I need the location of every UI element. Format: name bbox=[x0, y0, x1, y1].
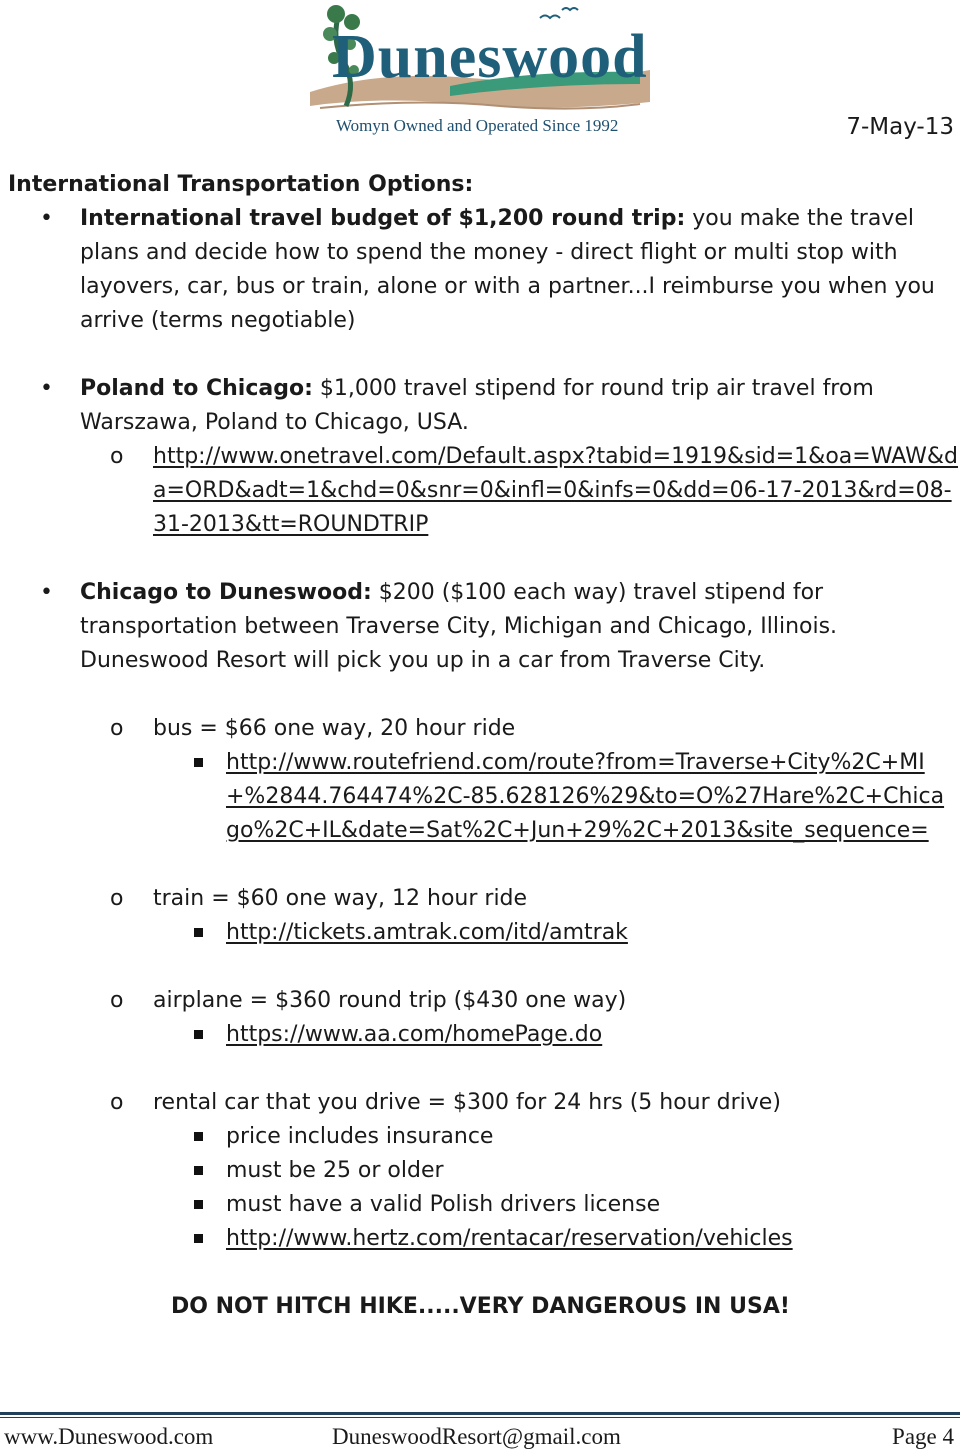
document-date: 7-May-13 bbox=[846, 114, 954, 140]
square-bullet-icon bbox=[194, 1030, 203, 1039]
chicago-options-list bbox=[80, 712, 958, 1256]
car-note-insurance: price includes insurance bbox=[226, 1124, 494, 1149]
bus-text: bus = $66 one way, 20 hour ride bbox=[153, 716, 516, 741]
routefriend-link[interactable]: http://www.routefriend.com/route?from=Traverse+City%2C+MI+%2844.764474%2C-85.628126%29&to=O%27Hare%2C+Chicago%2C+IL&date=Sat%2C+Jun+29%2C+2013&site_sequence= bbox=[226, 750, 945, 843]
train-sublist bbox=[153, 916, 958, 950]
car-sublist bbox=[153, 1120, 958, 1256]
section-title: International Transportation Options: bbox=[8, 172, 474, 197]
poland-sublist bbox=[80, 440, 958, 542]
poland-label: Poland to Chicago: bbox=[80, 376, 313, 401]
list-item-hertz bbox=[8, 1222, 958, 1256]
logo-wordmark: Duneswood bbox=[332, 23, 648, 91]
list-item-car-note bbox=[8, 1120, 958, 1154]
document-body bbox=[8, 168, 958, 1324]
hertz-link[interactable]: http://www.hertz.com/rentacar/reservation/vehicles bbox=[226, 1226, 793, 1251]
transport-list bbox=[8, 202, 958, 1256]
square-bullet-icon bbox=[194, 758, 203, 767]
square-bullet-icon bbox=[194, 1166, 203, 1175]
circle-bullet-icon: o bbox=[110, 1090, 124, 1115]
option-rental-car bbox=[8, 1086, 958, 1256]
footer-divider-thin bbox=[0, 1417, 960, 1418]
list-item-budget bbox=[8, 202, 958, 338]
airplane-sublist bbox=[153, 1018, 958, 1052]
poland-text: $1,000 travel stipend for round trip air travel from Warszawa, Poland to Chicago, USA. bbox=[80, 376, 874, 435]
circle-bullet-icon: o bbox=[110, 886, 124, 911]
budget-label: International travel budget of $1,200 round trip: bbox=[80, 206, 686, 231]
bus-sublist bbox=[153, 746, 958, 848]
budget-text: you make the travel plans and decide how to spend the money - direct flight or multi stop with layovers, car, bus or train, alone or with a partner...I reimburse you when you arrive (terms negotiable) bbox=[80, 206, 935, 333]
amtrak-link[interactable]: http://tickets.amtrak.com/itd/amtrak bbox=[226, 920, 628, 945]
circle-bullet-icon: o bbox=[110, 716, 124, 741]
page-number: Page 4 bbox=[892, 1424, 954, 1449]
option-train bbox=[8, 882, 958, 950]
circle-bullet-icon: o bbox=[110, 444, 124, 469]
list-item-poland-chicago bbox=[8, 372, 958, 542]
footer-email: DuneswoodResort@gmail.com bbox=[332, 1424, 621, 1449]
footer-divider bbox=[0, 1412, 960, 1415]
airplane-text: airplane = $360 round trip ($430 one way) bbox=[153, 988, 627, 1013]
square-bullet-icon bbox=[194, 1234, 203, 1243]
aa-link[interactable]: https://www.aa.com/homePage.do bbox=[226, 1022, 603, 1047]
chicago-label: Chicago to Duneswood: bbox=[80, 580, 372, 605]
square-bullet-icon bbox=[194, 928, 203, 937]
option-bus bbox=[8, 712, 958, 848]
circle-bullet-icon: o bbox=[110, 988, 124, 1013]
logo-tagline: Womyn Owned and Operated Since 1992 bbox=[336, 116, 619, 135]
hitchhike-warning: DO NOT HITCH HIKE.....VERY DANGEROUS IN USA! bbox=[171, 1294, 790, 1319]
list-item-onetravel bbox=[8, 440, 958, 542]
footer-website: www.Duneswood.com bbox=[4, 1424, 214, 1449]
list-item-car-note bbox=[8, 1154, 958, 1188]
option-airplane bbox=[8, 984, 958, 1052]
list-item-aa bbox=[8, 1018, 958, 1052]
onetravel-link[interactable]: http://www.onetravel.com/Default.aspx?tabid=1919&sid=1&oa=WAW&da=ORD&adt=1&chd=0&snr=0&infl=0&infs=0&dd=06-17-2013&rd=08-31-2013&tt=ROUNDTRIP bbox=[153, 444, 958, 537]
car-note-license: must have a valid Polish drivers license bbox=[226, 1192, 661, 1217]
car-note-age: must be 25 or older bbox=[226, 1158, 444, 1183]
list-item-amtrak bbox=[8, 916, 958, 950]
square-bullet-icon bbox=[194, 1132, 203, 1141]
list-item-car-note bbox=[8, 1188, 958, 1222]
list-item-chicago-duneswood bbox=[8, 576, 958, 1256]
square-bullet-icon bbox=[194, 1200, 203, 1209]
train-text: train = $60 one way, 12 hour ride bbox=[153, 886, 528, 911]
car-text: rental car that you drive = $300 for 24 hrs (5 hour drive) bbox=[153, 1090, 781, 1115]
list-item-routefriend bbox=[8, 746, 958, 848]
chicago-text: $200 ($100 each way) travel stipend for transportation between Traverse City, Michigan and Chicago, Illinois. Duneswood Resort will pick you up in a car from Traverse City. bbox=[80, 580, 838, 673]
